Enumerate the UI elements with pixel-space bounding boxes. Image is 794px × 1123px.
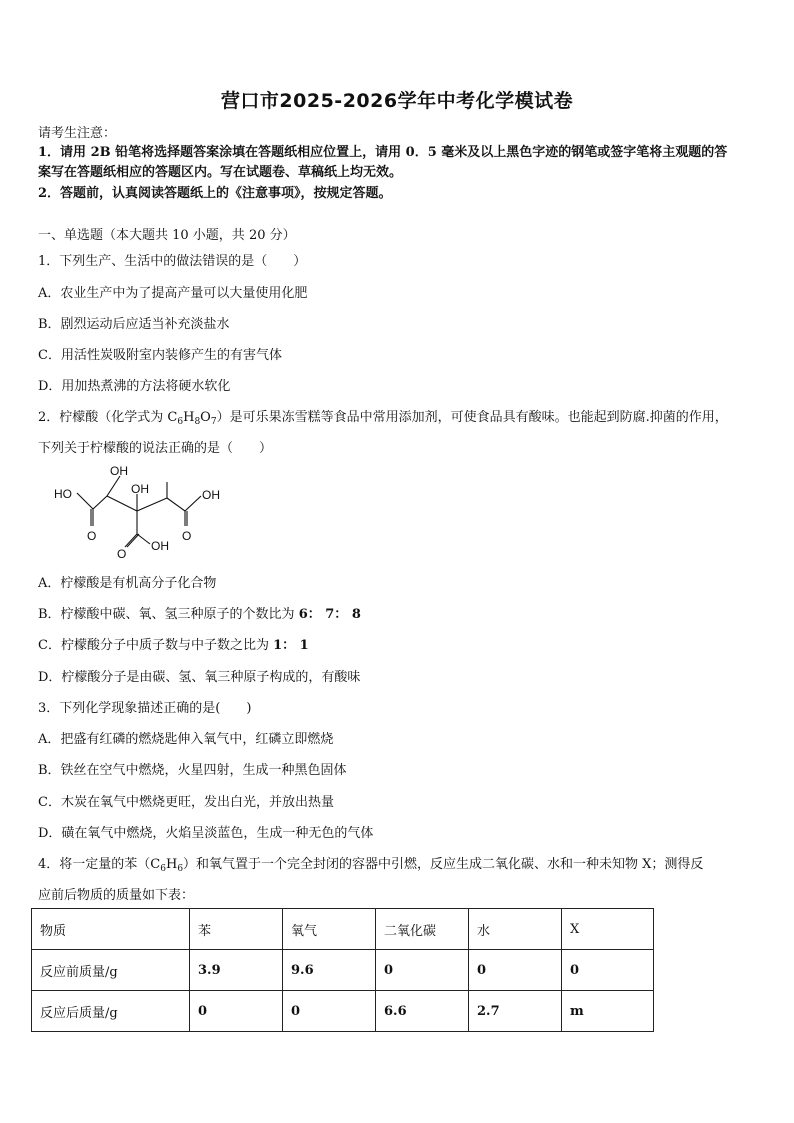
table-header-cell: 二氧化碳 <box>376 909 469 950</box>
question-4-stem-line-2: 应前后物质的质量如下表： <box>38 888 195 903</box>
structure-label-o-right: O <box>182 529 192 543</box>
section-heading: 一、单选题（本大题共 10 小题，共 20 分） <box>38 228 296 243</box>
table-cell: m <box>562 991 654 1032</box>
notice-item-2: 2．答题前，认真阅读答题纸上的《注意事项》，按规定答题。 <box>38 186 392 201</box>
page-title: 营口市2025-2026学年中考化学模试卷 <box>220 90 574 112</box>
table-cell: 0 <box>376 950 469 991</box>
question-3-stem: 3．下列化学现象描述正确的是( ) <box>38 701 252 716</box>
question-2-option-d: D．柠檬酸分子是由碳、氢、氧三种原子构成的，有酸味 <box>38 670 361 685</box>
structure-label-oh-mid: OH <box>131 482 149 496</box>
structure-label-o-left: O <box>87 529 97 543</box>
question-1-option-d: D．用加热煮沸的方法将硬水软化 <box>38 379 231 394</box>
table-cell: 0 <box>283 991 376 1032</box>
table-header-cell: 水 <box>469 909 562 950</box>
table-header-cell: 氧气 <box>283 909 376 950</box>
table-header-cell: X <box>562 909 654 950</box>
question-2-option-b: B．柠檬酸中碳、氧、氢三种原子的个数比为 6： 7： 8 <box>38 607 361 622</box>
table-cell: 反应后质量/g <box>32 991 190 1032</box>
table-cell: 6.6 <box>376 991 469 1032</box>
question-3-option-d: D．磺在氧气中燃烧，火焰呈淡蓝色，生成一种无色的气体 <box>38 826 374 841</box>
notice-heading: 请考生注意： <box>38 126 117 141</box>
question-1-option-a: A．农业生产中为了提高产量可以大量使用化肥 <box>38 286 308 301</box>
citric-acid-structure <box>50 456 240 576</box>
question-2-stem-line-2: 下列关于柠檬酸的说法正确的是（ ） <box>38 441 273 456</box>
table-header-cell: 物质 <box>32 909 190 950</box>
benzene-formula: $C_6H_6$ <box>150 857 184 874</box>
mass-table <box>31 908 654 1032</box>
structure-label-ho-left: HO <box>54 487 72 501</box>
question-3-option-c: C．木炭在氧气中燃烧更旺，发出白光，并放出热量 <box>38 795 334 810</box>
table-cell: 9.6 <box>283 950 376 991</box>
question-3-option-b: B．铁丝在空气中燃烧，火星四射，生成一种黑色固体 <box>38 763 347 778</box>
question-1-stem: 1．下列生产、生活中的做法错误的是（ ） <box>38 254 307 269</box>
notice-item-1-line-1: 1．请用 2B 铅笔将选择题答案涂填在答题纸相应位置上，请用 0．5 毫米及以上黑色字迹的钢笔或签字笔将主观题的答 <box>38 145 728 160</box>
structure-label-o-bottom: O <box>117 547 127 561</box>
question-2-option-c: C．柠檬酸分子中质子数与中子数之比为 1： 1 <box>38 638 309 653</box>
table-cell: 3.9 <box>190 950 283 991</box>
table-cell: 0 <box>562 950 654 991</box>
table-cell: 2.7 <box>469 991 562 1032</box>
question-4-stem: 4．将一定量的苯$(C_6H_6)$和氧气置于一个完全封闭的容器中引燃，反应生成二氧化碳、水和一种未知物 X；测得反 <box>38 857 704 874</box>
question-2-option-a: A．柠檬酸是有机高分子化合物 <box>38 576 217 591</box>
notice-item-1-line-2: 案写在答题纸相应的答题区内。写在试题卷、草稿纸上均无效。 <box>38 165 403 180</box>
table-cell: 0 <box>469 950 562 991</box>
table-row <box>32 991 654 1032</box>
question-1-option-c: C．用活性炭吸附室内装修产生的有害气体 <box>38 348 282 363</box>
structure-label-oh-right: OH <box>202 488 220 502</box>
citric-acid-formula: $C_6H_8O_7$ <box>167 410 217 427</box>
table-header-cell: 苯 <box>190 909 283 950</box>
table-header-row <box>32 909 654 950</box>
table-row <box>32 950 654 991</box>
question-1-option-b: B．剧烈运动后应适当补充淡盐水 <box>38 317 230 332</box>
structure-label-oh-bottom: OH <box>151 539 169 553</box>
question-3-option-a: A．把盛有红磷的燃烧匙伸入氧气中，红磷立即燃烧 <box>38 732 334 747</box>
table-cell: 0 <box>190 991 283 1032</box>
structure-label-oh-top: OH <box>110 464 128 478</box>
table-cell: 反应前质量/g <box>32 950 190 991</box>
question-2-stem: 2．柠檬酸（化学式为 $C_6H_8O_7$）是可乐果冻雪糕等食品中常用添加剂，可使食品具有酸味。也能起到防腐.抑菌的作用， <box>38 410 728 427</box>
